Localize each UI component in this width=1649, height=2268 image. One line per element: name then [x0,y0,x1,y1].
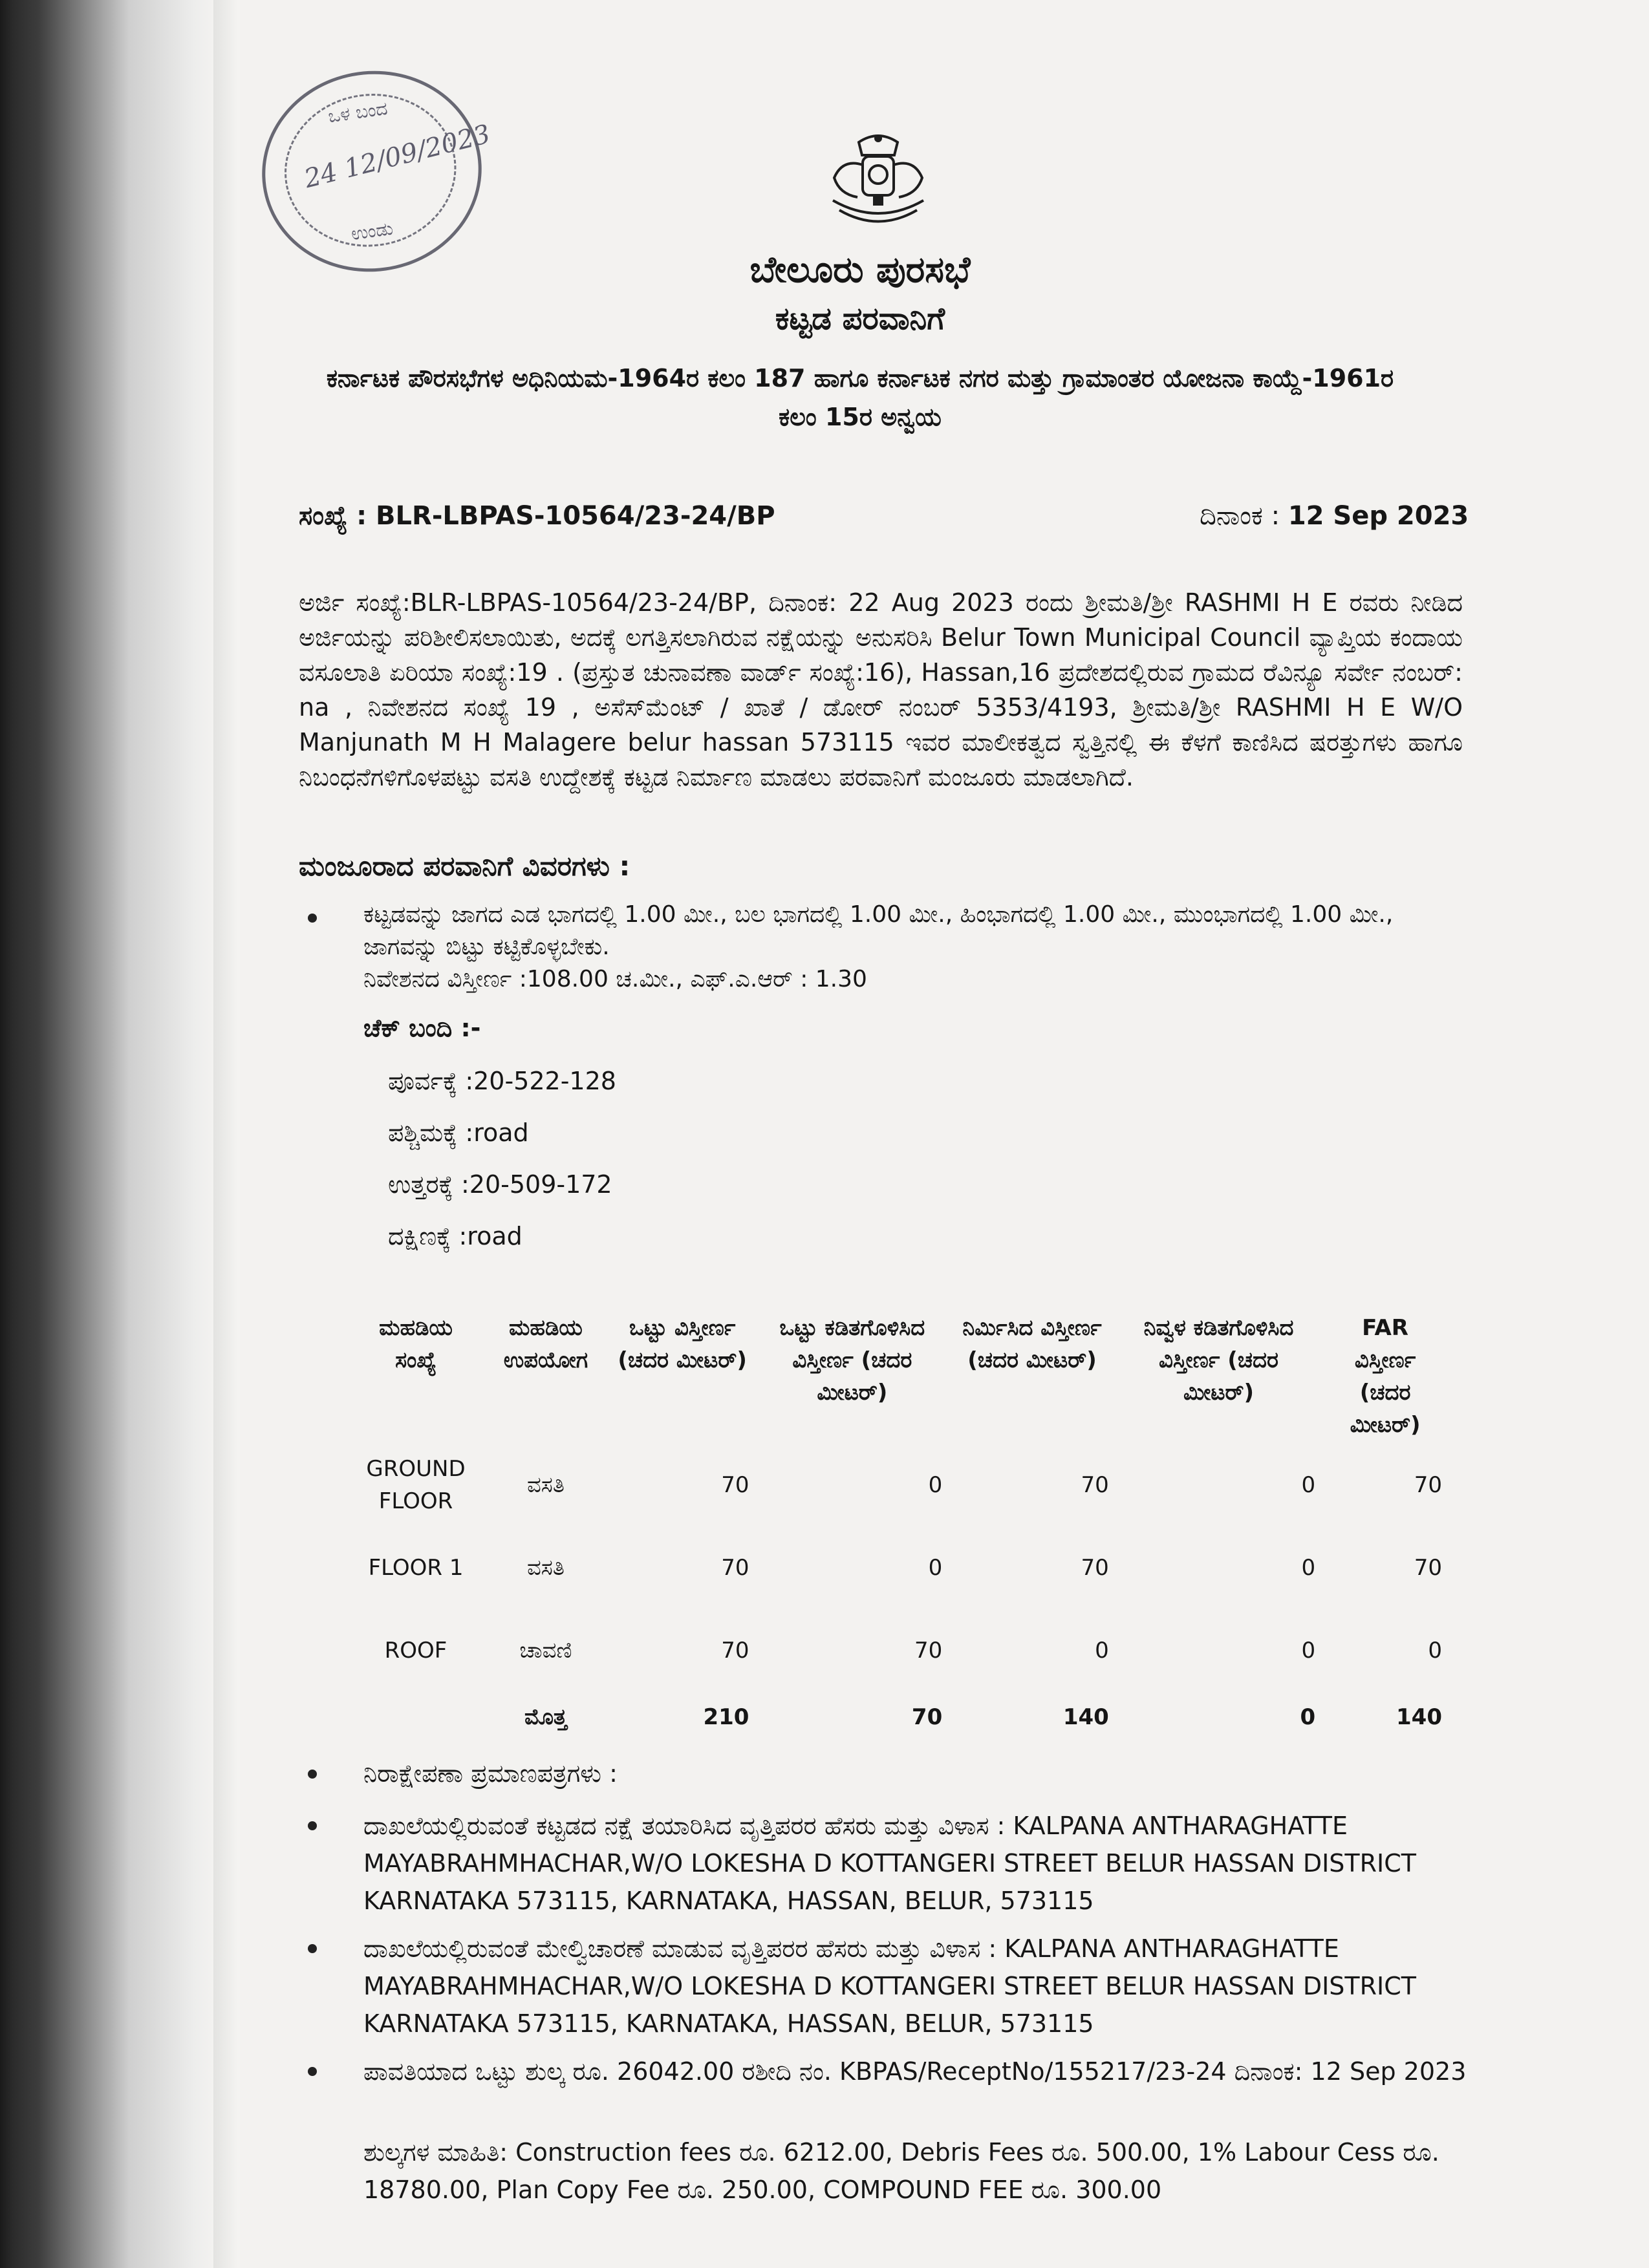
cell-net-deducted: 0 [1301,1638,1316,1664]
cell-floor: ROOF [384,1638,447,1664]
cell-far: 70 [1414,1472,1442,1498]
site-area-far: ನಿವೇಶನದ ವಿಸ್ತೀರ್ಣ :108.00 ಚ.ಮೀ., ಎಫ್.ಎ.ಆರ್ : 1.30 [363,966,867,992]
date-value: 12 Sep 2023 [1288,501,1469,531]
col-floor-number: ಮಹಡಿಯ ಸಂಖ್ಯೆ [379,1315,453,1373]
act-line-2: ಕಲಂ 15ರ ಅನ್ವಯ [779,403,942,431]
supervisor-details: ದಾಖಲೆಯಲ್ಲಿರುವಂತೆ ಮೇಲ್ವಿಚಾರಣೆ ಮಾಡುವ ವೃತ್ತಿಪರರ ಹೆಸರು ಮತ್ತು ವಿಳಾಸ : KALPANA ANTHARAGHATTE MAYABRAHMHACHAR,W/O LOKESHA D KOTTANGERI STREET BELUR HASSAN DISTRICT KARNATAKA 573115, KARNATAKA, HASSAN, BELUR, 573115 [363,1934,1416,2038]
setback-line-2: ಜಾಗವನ್ನು ಬಿಟ್ಟು ಕಟ್ಟಿಕೊಳ್ಳಬೇಕು. [363,934,610,960]
col-built-area: ನಿರ್ಮಿಸಿದ ವಿಸ್ತೀರ್ಣ (ಚದರ ಮೀಟರ್) [962,1315,1102,1373]
table-header-row [349,1309,1449,1444]
cell-built: 70 [1081,1555,1109,1581]
bullet-icon [308,2067,317,2076]
cell-total: 70 [721,1472,749,1498]
bullet-icon [308,1821,317,1830]
cell-floor [349,1692,482,1742]
cell-net-deducted: 0 [1301,1555,1316,1581]
cell-use: ವಸತಿ [526,1555,565,1581]
cell-deducted: 0 [928,1555,943,1581]
col-net-deducted-area: ನಿವ್ವಳ ಕಡಿತಗೊಳಿಸಿದ ವಿಸ್ತೀರ್ಣ (ಚದರ ಮೀಟರ್) [1143,1315,1294,1406]
bullet-icon [308,914,317,923]
table-row [349,1609,1449,1692]
table-row [349,1444,1449,1526]
cell-far: 70 [1414,1555,1442,1581]
cell-built: 140 [1062,1704,1109,1730]
stamp-top-text: ಒಳ ಬಂದ [327,97,389,127]
karnataka-emblem-icon [820,129,936,233]
col-floor-use: ಮಹಡಿಯ ಉಪಯೋಗ [503,1315,588,1373]
floor-area-table [349,1309,1449,1742]
stamp-bottom-text: ಉಂಡು [349,217,394,245]
cell-far: 140 [1396,1704,1442,1730]
bullet-icon [308,1770,317,1779]
cell-net-deducted: 0 [1301,1472,1316,1498]
cell-total-label: ಮೊತ್ತ [524,1704,567,1730]
act-line-1: ಕರ್ನಾಟಕ ಪೌರಸಭೆಗಳ ಅಧಿನಿಯಮ-1964ರ ಕಲಂ 187 ಹಾಗೂ ಕರ್ನಾಟಕ ನಗರ ಮತ್ತು ಗ್ರಾಮಾಂತರ ಯೋಜನಾ ಕಾಯ್ದೆ-1961ರ [326,364,1394,392]
bullet-icon [308,1944,317,1953]
fee-paid: ಪಾವತಿಯಾದ ಒಟ್ಟು ಶುಲ್ಕ ರೂ. 26042.00 ರಶೀದಿ ನಂ. KBPAS/ReceptNo/155217/23-24 ದಿನಾಂಕ: 12 Sep 2023 [363,2057,1467,2086]
cell-net-deducted: 0 [1300,1704,1316,1730]
cell-built: 70 [1081,1472,1109,1498]
cell-floor: FLOOR 1 [368,1555,464,1581]
boundary-west: ಪಶ್ಚಿಮಕ್ಕೆ :road [388,1118,529,1147]
cell-built: 0 [1095,1638,1109,1664]
cell-use: ವಸತಿ [526,1472,565,1498]
fee-breakdown: ಶುಲ್ಕಗಳ ಮಾಹಿತಿ: Construction fees ರೂ. 6212.00, Debris Fees ರೂ. 500.00, 1% Labour Cess ರೂ. 18780.00, Plan Copy Fee ರೂ. 250.00, COMPOUND FEE ರೂ. 300.00 [363,2138,1439,2204]
boundaries-title: ಚೆಕ್ ಬಂದಿ :- [363,1014,481,1042]
table-row [349,1526,1449,1609]
cell-deducted: 0 [928,1472,943,1498]
act-reference [233,359,1487,436]
col-deducted-area: ಒಟ್ಟು ಕಡಿತಗೊಳಿಸಿದ ವಿಸ್ತೀರ್ಣ (ಚದರ ಮೀಟರ್) [779,1315,925,1406]
boundary-north: ಉತ್ತರಕ್ಕೆ :20-509-172 [388,1170,612,1199]
permit-number: ಸಂಖ್ಯೆ : BLR-LBPAS-10564/23-24/BP [299,501,775,531]
boundary-south: ದಕ್ಷಿಣಕ್ಕೆ :road [388,1222,523,1250]
stamp-handwritten-date: 24 12/09/2023 [301,119,493,195]
municipality-name: ಬೇಲೂರು ಪುರಸಭೆ [749,249,971,291]
cell-use: ಚಾವಣಿ [519,1638,572,1664]
cell-deducted: 70 [911,1704,943,1730]
permit-date [1200,501,1469,531]
cell-deducted: 70 [914,1638,943,1664]
application-paragraph: ಅರ್ಜಿ ಸಂಖ್ಯೆ:BLR-LBPAS-10564/23-24/BP, ದಿನಾಂಕ: 22 Aug 2023 ರಂದು ಶ್ರೀಮತಿ/ಶ್ರೀ RASHMI H E ರವರು ನೀಡಿದ ಅರ್ಜಿಯನ್ನು ಪರಿಶೀಲಿಸಲಾಯಿತು, ಅದಕ್ಕೆ ಲಗತ್ತಿಸಲಾಗಿರುವ ನಕ್ಷೆಯನ್ನು ಅನುಸರಿಸಿ Belur Town Municipal Council ವ್ಯಾಪ್ತಿಯ ಕಂದಾಯ ವಸೂಲಾತಿ ಏರಿಯಾ ಸಂಖ್ಯೆ:19 . (ಪ್ರಸ್ತುತ ಚುನಾವಣಾ ವಾರ್ಡ್ ಸಂಖ್ಯೆ:16), Hassan,16 ಪ್ರದೇಶದಲ್ಲಿರುವ ಗ್ರಾಮದ ರೆವಿನ್ಯೂ ಸರ್ವೇ ನಂಬರ್: na , ನಿವೇಶನದ ಸಂಖ್ಯೆ 19 , ಅಸೆಸ್‌ಮೆಂಟ್ / ಖಾತೆ / ಡೋರ್ ನಂಬರ್ 5353/4193, ಶ್ರೀಮತಿ/ಶ್ರೀ RASHMI H E W/O Manjunath M H Malagere belur hassan 573115 ಇವರ ಮಾಲೀಕತ್ವದ ಸ್ವತ್ತಿನಲ್ಲಿ ಈ ಕೆಳಗೆ ಕಾಣಿಸಿದ ಷರತ್ತುಗಳು ಹಾಗೂ ನಿಬಂಧನೆಗಳಿಗೊಳಪಟ್ಟು ವಸತಿ ಉದ್ದೇಶಕ್ಕೆ ಕಟ್ಟಡ ನಿರ್ಮಾಣ ಮಾಡಲು ಪರವಾನಿಗೆ ಮಂಜೂರು ಮಾಡಲಾಗಿದೆ. [299,588,1463,791]
date-label: ದಿನಾಂಕ : [1200,501,1280,531]
document-title: ಕಟ್ಟಡ ಪರವಾನಿಗೆ [775,301,945,337]
cell-total: 210 [703,1704,749,1730]
architect-details: ದಾಖಲೆಯಲ್ಲಿರುವಂತೆ ಕಟ್ಟಡದ ನಕ್ಷೆ ತಯಾರಿಸಿದ ವೃತ್ತಿಪರರ ಹೆಸರು ಮತ್ತು ವಿಳಾಸ : KALPANA ANTHARAGHATTE MAYABRAHMHACHAR,W/O LOKESHA D KOTTANGERI STREET BELUR HASSAN DISTRICT KARNATAKA 573115, KARNATAKA, HASSAN, BELUR, 573115 [363,1812,1416,1915]
cell-floor: GROUND FLOOR [366,1456,466,1514]
col-far-area: FAR ವಿಸ್ತೀರ್ಣ (ಚದರ ಮೀಟರ್) [1350,1315,1421,1438]
cell-total: 70 [721,1555,749,1581]
cell-total: 70 [721,1638,749,1664]
boundary-east: ಪೂರ್ವಕ್ಕೆ :20-522-128 [388,1067,616,1095]
noc-heading: ನಿರಾಕ್ಷೇಪಣಾ ಪ್ರಮಾಣಪತ್ರಗಳು : [363,1759,618,1788]
col-total-area: ಒಟ್ಟು ವಿಸ್ತೀರ್ಣ (ಚದರ ಮೀಟರ್) [618,1315,747,1373]
setback-conditions [363,899,1476,996]
section-title: ಮಂಜೂರಾದ ಪರವಾನಿಗೆ ವಿವರಗಳು : [299,850,630,882]
cell-far: 0 [1428,1638,1442,1664]
setback-line-1: ಕಟ್ಟಡವನ್ನು ಜಾಗದ ಎಡ ಭಾಗದಲ್ಲಿ 1.00 ಮೀ., ಬಲ ಭಾಗದಲ್ಲಿ 1.00 ಮೀ., ಹಿಂಭಾಗದಲ್ಲಿ 1.00 ಮೀ., ಮುಂಭಾಗದಲ್ಲಿ 1.00 ಮೀ., [363,901,1394,928]
table-total-row [349,1692,1449,1742]
